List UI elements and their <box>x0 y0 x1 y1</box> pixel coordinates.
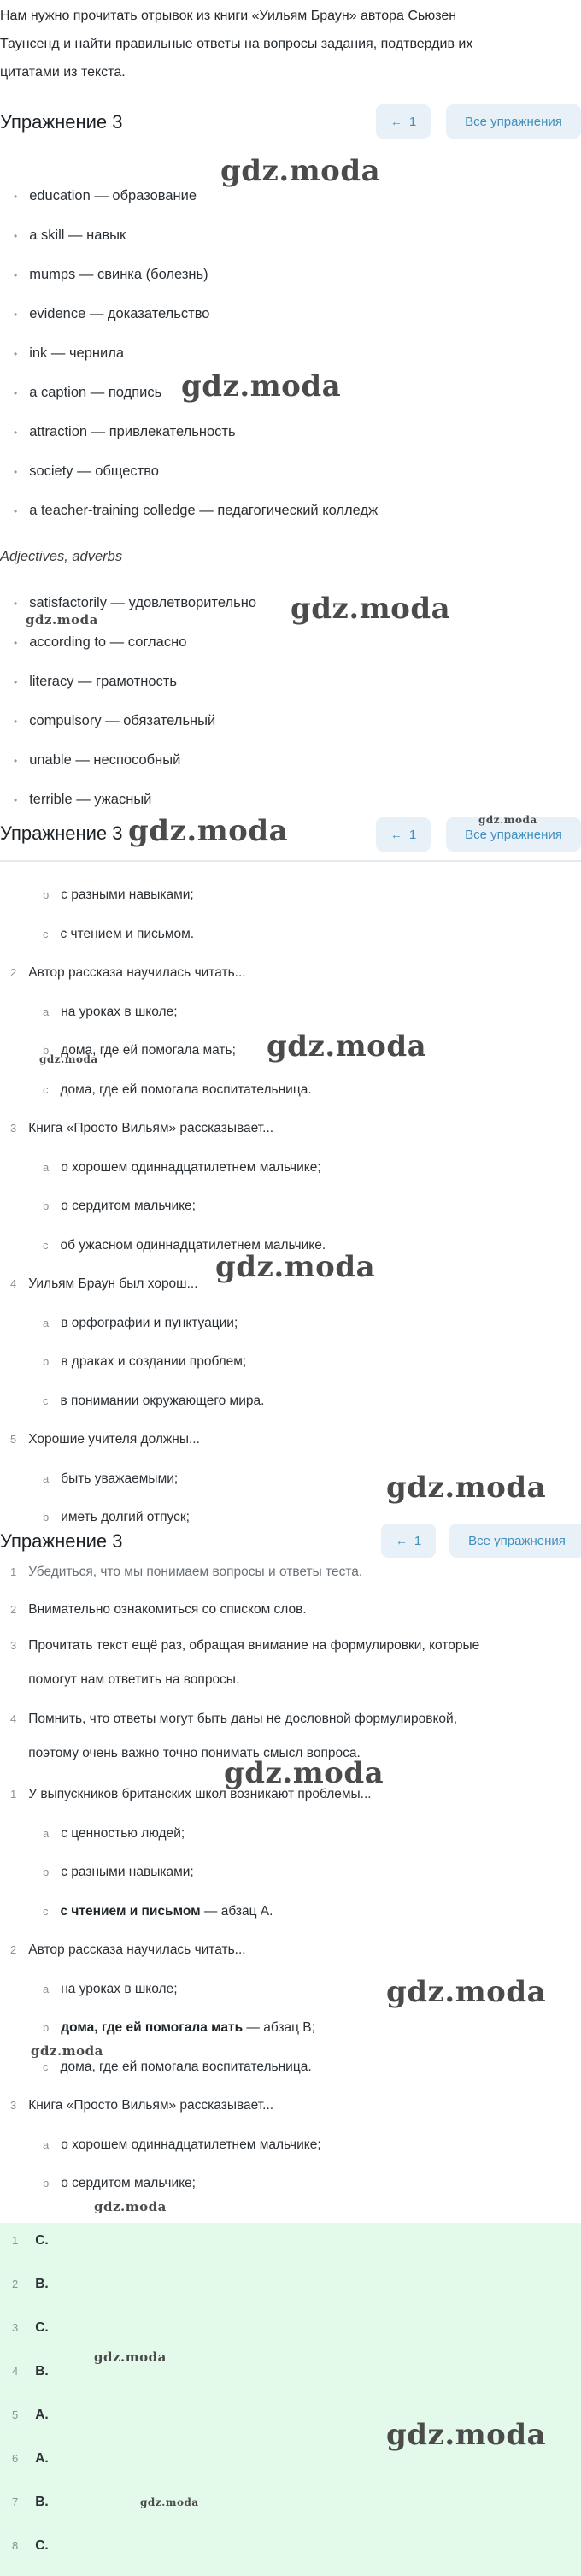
intro-line: Нам нужно прочитать отрывок из книги «Уильям Браун» автора Сьюзен <box>0 9 457 23</box>
answer-option <box>43 1082 312 1098</box>
watermark: gdz.moda <box>224 1756 384 1790</box>
answer-option <box>43 1982 178 1997</box>
section-subheading: Adjectives, adverbs <box>0 549 123 564</box>
all-exercises-label: Все упражнения <box>465 114 562 129</box>
answer-option <box>43 1316 238 1331</box>
vocab-item <box>14 792 151 808</box>
option-letter: a <box>43 1160 50 1174</box>
item-text: о сердитом мальчике; <box>61 1199 196 1213</box>
arrow-left-icon: ← <box>395 1534 408 1547</box>
option-letter: b <box>43 1511 50 1524</box>
answer-number: 6 <box>12 2452 19 2465</box>
vocab-item <box>14 634 186 651</box>
item-text: Хорошие учителя должны... <box>28 1432 200 1447</box>
cut-line <box>10 1565 362 1580</box>
instruction-step <box>10 1672 239 1688</box>
question <box>10 1432 200 1447</box>
all-exercises-label: Все упражнения <box>468 1533 566 1548</box>
answer-option <box>43 1904 273 1919</box>
answer-value: C. <box>35 2233 49 2248</box>
item-text: Автор рассказа научилась читать... <box>28 965 246 980</box>
option-letter: b <box>43 888 50 901</box>
bullet-icon: • <box>14 191 18 203</box>
watermark: gdz.moda <box>39 1053 98 1065</box>
exercise-header <box>0 1520 581 1565</box>
bullet-icon: • <box>14 466 18 478</box>
answer-value: C. <box>35 2320 49 2335</box>
item-text: дома, где ей помогала воспитательница. <box>60 2059 312 2074</box>
step-number: 3 <box>10 1639 17 1652</box>
answer-option <box>43 1005 178 1020</box>
answer-value: A. <box>35 2451 49 2466</box>
vocab-text: a skill — навык <box>29 227 126 243</box>
item-text: с ценностью людей; <box>61 1825 185 1841</box>
vocab-item <box>14 424 236 440</box>
vocab-item <box>14 267 208 283</box>
option-letter: c <box>43 1904 49 1918</box>
instruction-step <box>10 1712 457 1727</box>
question-number: 3 <box>10 2099 17 2112</box>
answer-option <box>43 2137 321 2153</box>
watermark: gdz.moda <box>94 2199 167 2214</box>
item-text: в орфографии и пунктуации; <box>61 1315 238 1330</box>
option-letter: b <box>43 2177 50 2190</box>
answer-number: 8 <box>12 2539 19 2552</box>
vocab-item <box>14 306 209 322</box>
arrow-left-icon: ← <box>390 115 402 128</box>
option-letter: a <box>43 1471 50 1485</box>
item-text: У выпускников британских школ возникают проблемы... <box>28 1787 372 1801</box>
vocab-text: ink — чернила <box>29 345 125 361</box>
option-letter: b <box>43 2021 50 2034</box>
step-text: Внимательно ознакомиться со списком слов. <box>28 1602 307 1617</box>
vocab-text: according to — согласно <box>29 634 187 650</box>
question-number: 1 <box>10 1788 17 1801</box>
answer-number: 7 <box>12 2496 19 2508</box>
cut-line-text: Убедиться, что мы понимаем вопросы и ответы теста. <box>28 1565 363 1579</box>
step-text: помогут нам ответить на вопросы. <box>28 1672 240 1687</box>
answer-option <box>43 1826 185 1842</box>
answer-option <box>43 887 194 903</box>
item-text: в понимании окружающего мира. <box>60 1393 265 1408</box>
vocab-item <box>14 345 124 362</box>
watermark: gdz.moda <box>26 612 98 628</box>
question-number: 3 <box>10 1122 17 1135</box>
option-letter: c <box>43 1394 49 1407</box>
answer-number: 3 <box>12 2321 19 2334</box>
vocab-item <box>14 674 177 690</box>
vocab-text: satisfactorily — удовлетворительно <box>29 595 257 610</box>
all-exercises-label: Все упражнения <box>465 827 562 842</box>
page-title: Упражнение 3 <box>0 1530 123 1552</box>
back-button-label: 1 <box>414 1533 422 1548</box>
bullet-icon: • <box>14 716 18 728</box>
page-title: Упражнение 3 <box>0 111 123 133</box>
item-text: Книга «Просто Вильям» рассказывает... <box>28 1121 274 1135</box>
option-letter: b <box>43 1355 50 1368</box>
vocab-text: a teacher-training colledge — педагогический колледж <box>29 503 379 518</box>
vocab-item <box>14 595 256 611</box>
vocab-text: compulsory — обязательный <box>29 713 216 728</box>
vocab-text: a caption — подпись <box>29 385 162 400</box>
option-letter: c <box>43 2060 49 2073</box>
answer-number: 4 <box>12 2365 19 2378</box>
answer-row <box>12 2320 49 2336</box>
option-letter: a <box>43 1982 50 1995</box>
back-button-label: 1 <box>408 114 417 129</box>
bullet-icon: • <box>14 505 18 517</box>
item-text: на уроках в школе; <box>61 1981 178 1996</box>
answer-row <box>12 2451 49 2467</box>
item-text: быть уважаемыми; <box>61 1471 179 1486</box>
step-text: поэтому очень важно точно понимать смысл вопроса. <box>28 1746 361 1760</box>
answer-option <box>43 1160 321 1176</box>
instruction-step <box>10 1638 479 1653</box>
vocab-item <box>14 227 126 244</box>
intro-line: Таунсенд и найти правильные ответы на вопросы задания, подтвердив их <box>0 37 473 51</box>
vocab-text: education — образование <box>29 188 197 203</box>
question <box>10 1121 273 1136</box>
item-text: дома, где ей помогала воспитательница. <box>60 1082 312 1097</box>
item-text: о хорошем одиннадцатилетнем мальчике; <box>61 2137 321 2152</box>
answer-option <box>43 927 194 942</box>
answer-option <box>43 2020 315 2036</box>
instruction-step <box>10 1602 307 1618</box>
answers-panel <box>0 2223 581 2576</box>
item-text: дома, где ей помогала мать; <box>61 1043 236 1058</box>
intro-text <box>0 2 572 86</box>
step-text: Помнить, что ответы могут быть даны не дословной формулировкой, <box>28 1712 458 1726</box>
question <box>10 2098 273 2113</box>
bullet-icon: • <box>14 637 18 649</box>
highlighted-answer: дома, где ей помогала мать <box>61 2020 244 2035</box>
option-letter: a <box>43 1826 50 1840</box>
answer-source: — абзац B; <box>243 2020 315 2035</box>
all-exercises-button[interactable] <box>449 1524 581 1558</box>
number: 1 <box>10 1565 17 1578</box>
item-text: об ужасном одиннадцатилетнем мальчике. <box>60 1237 326 1253</box>
vocab-text: society — общество <box>29 463 159 479</box>
answer-row <box>12 2364 49 2379</box>
watermark: gdz.moda <box>290 592 451 626</box>
vocab-text: mumps — свинка (болезнь) <box>29 267 208 282</box>
answer-option <box>43 2176 196 2191</box>
highlighted-answer: с чтением и письмом <box>60 1903 201 1919</box>
question <box>10 1942 246 1958</box>
option-letter: a <box>43 2137 50 2151</box>
back-button[interactable] <box>381 1524 436 1558</box>
watermark: gdz.moda <box>478 814 537 826</box>
answer-value: B. <box>35 2277 49 2291</box>
answer-row <box>12 2277 49 2292</box>
option-letter: b <box>43 1200 50 1212</box>
watermark: gdz.moda <box>140 2496 199 2508</box>
answer-row <box>12 2495 49 2510</box>
watermark: gdz.moda <box>94 2349 167 2365</box>
watermark: gdz.moda <box>386 1471 547 1505</box>
question <box>10 965 246 981</box>
item-text: о хорошем одиннадцатилетнем мальчике; <box>61 1159 321 1175</box>
question-number: 5 <box>10 1433 17 1446</box>
vocab-item <box>14 385 161 401</box>
watermark: gdz.moda <box>386 1975 547 2009</box>
option-letter: c <box>43 1082 49 1096</box>
question-number: 4 <box>10 1277 17 1290</box>
vocab-item <box>14 752 180 769</box>
bullet-icon: • <box>14 230 18 242</box>
watermark: gdz.moda <box>267 1029 427 1064</box>
vocab-item <box>14 503 378 519</box>
vocab-text: unable — неспособный <box>29 752 181 768</box>
arrow-left-icon: ← <box>390 828 402 841</box>
intro-line: цитатами из текста. <box>0 65 126 80</box>
watermark: gdz.moda <box>31 2043 103 2059</box>
answer-option <box>43 2060 312 2075</box>
bullet-icon: • <box>14 269 18 281</box>
vocab-text: evidence — доказательство <box>29 306 210 321</box>
item-text: в драках и создании проблем; <box>61 1354 247 1369</box>
back-button[interactable] <box>376 817 431 852</box>
watermark: gdz.moda <box>181 369 342 404</box>
item-text: иметь долгий отпуск; <box>61 1510 190 1524</box>
watermark: gdz.moda <box>128 814 289 848</box>
watermark: gdz.moda <box>386 2418 547 2452</box>
bullet-icon: • <box>14 387 18 399</box>
answer-value: C. <box>35 2538 49 2553</box>
answer-number: 1 <box>12 2234 19 2247</box>
answer-number: 2 <box>12 2278 19 2290</box>
all-exercises-button[interactable] <box>446 104 581 139</box>
bullet-icon: • <box>14 676 18 688</box>
vocab-text: terrible — ужасный <box>29 792 152 807</box>
answer-option <box>43 1394 264 1409</box>
back-button-label: 1 <box>408 827 417 842</box>
item-text: на уроках в школе; <box>61 1004 178 1019</box>
bullet-icon: • <box>14 309 18 321</box>
answer-option <box>43 1471 178 1487</box>
answer-row <box>12 2538 49 2554</box>
vocab-text: literacy — грамотность <box>29 674 177 689</box>
bullet-icon: • <box>14 348 18 360</box>
answer-value: B. <box>35 2364 49 2379</box>
bullet-icon: • <box>14 598 18 610</box>
item-text: с разными навыками; <box>61 887 194 902</box>
divider <box>0 860 581 862</box>
step-number: 4 <box>10 1712 17 1725</box>
item-text: с разными навыками; <box>61 1865 194 1879</box>
back-button[interactable] <box>376 104 431 139</box>
item-text: о сердитом мальчике; <box>61 2176 196 2190</box>
answer-number: 5 <box>12 2408 19 2421</box>
question-number: 2 <box>10 966 17 979</box>
item-text: Автор рассказа научилась читать... <box>28 1942 246 1957</box>
bullet-icon: • <box>14 794 18 806</box>
answer-source: — абзац А. <box>200 1903 273 1919</box>
option-letter: c <box>43 927 49 940</box>
answer-value: A. <box>35 2408 49 2422</box>
step-text: Прочитать текст ещё раз, обращая внимание на формулировки, которые <box>28 1638 480 1653</box>
option-letter: a <box>43 1005 50 1018</box>
item-text: с чтением и письмом. <box>60 926 195 941</box>
answer-option <box>43 1199 196 1214</box>
watermark: gdz.moda <box>215 1250 376 1284</box>
answer-option <box>43 1865 194 1880</box>
answer-row <box>12 2408 49 2423</box>
step-number: 2 <box>10 1603 17 1616</box>
question <box>10 1276 198 1292</box>
page-title: Упражнение 3 <box>0 822 123 844</box>
vocab-item <box>14 713 215 729</box>
option-letter: b <box>43 1044 50 1057</box>
answer-row <box>12 2233 49 2249</box>
option-letter: c <box>43 1238 49 1252</box>
vocab-item <box>14 463 159 480</box>
item-text: Книга «Просто Вильям» рассказывает... <box>28 2098 274 2113</box>
vocab-text: attraction — привлекательность <box>29 424 236 439</box>
vocab-item <box>14 188 197 204</box>
answer-value: B. <box>35 2495 49 2509</box>
exercise-header <box>0 101 581 145</box>
option-letter: a <box>43 1316 50 1329</box>
bullet-icon: • <box>14 427 18 439</box>
question-number: 2 <box>10 1943 17 1956</box>
item-text: Уильям Браун был хорош... <box>28 1276 198 1291</box>
option-letter: b <box>43 1866 50 1878</box>
watermark: gdz.moda <box>220 154 381 188</box>
bullet-icon: • <box>14 755 18 767</box>
answer-option <box>43 1354 246 1370</box>
